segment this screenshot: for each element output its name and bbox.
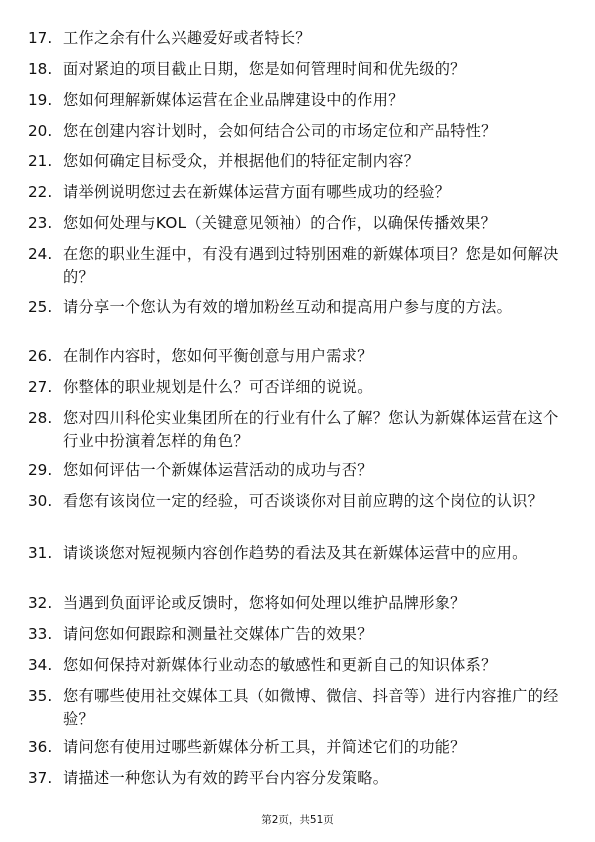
question-number: 18. <box>28 60 53 78</box>
question-number: 17. <box>28 29 53 47</box>
page-number-label: 第2页，共51页 <box>261 814 334 826</box>
question-text: 请描述一种您认为有效的跨平台内容分发策略。 <box>63 769 389 787</box>
question-text: 您如何评估一个新媒体运营活动的成功与否？ <box>63 461 373 479</box>
question-text: 您如何保持对新媒体行业动态的敏感性和更新自己的知识体系？ <box>63 656 497 674</box>
question-text: 您如何确定目标受众，并根据他们的特征定制内容？ <box>63 152 420 170</box>
question-text: 您如何理解新媒体运营在企业品牌建设中的作用？ <box>63 91 404 109</box>
question-number: 23. <box>28 214 53 232</box>
question-number: 30. <box>28 492 53 510</box>
question-number: 32. <box>28 594 53 612</box>
question-number: 35. <box>28 687 53 705</box>
question-number: 25. <box>28 298 53 316</box>
question-number: 36. <box>28 738 53 756</box>
question-text: 工作之余有什么兴趣爱好或者特长？ <box>63 29 311 47</box>
question-text: 请谈谈您对短视频内容创作趋势的看法及其在新媒体运营中的应用。 <box>63 544 528 562</box>
question-number: 19. <box>28 91 53 109</box>
question-text: 当遇到负面评论或反馈时，您将如何处理以维护品牌形象？ <box>63 594 466 612</box>
question-number: 31. <box>28 544 53 562</box>
question-text: 在制作内容时，您如何平衡创意与用户需求？ <box>63 347 373 365</box>
question-text: 您对四川科伦实业集团所在的行业有什么了解？您认为新媒体运营在这个行业中扮演着怎样的角色？ <box>63 409 559 450</box>
question-text: 请问您有使用过哪些新媒体分析工具，并简述它们的功能？ <box>63 738 466 756</box>
question-number: 20. <box>28 122 53 140</box>
question-number: 34. <box>28 656 53 674</box>
page-footer <box>0 812 595 827</box>
question-text: 请举例说明您过去在新媒体运营方面有哪些成功的经验？ <box>63 183 451 201</box>
question-number: 26. <box>28 347 53 365</box>
question-number: 27. <box>28 378 53 396</box>
question-text: 在您的职业生涯中，有没有遇到过特别困难的新媒体项目？您是如何解决的？ <box>63 245 559 286</box>
question-text: 你整体的职业规划是什么？可否详细的说说。 <box>63 378 373 396</box>
question-number: 22. <box>28 183 53 201</box>
question-text: 请问您如何跟踪和测量社交媒体广告的效果？ <box>63 625 373 643</box>
question-number: 37. <box>28 769 53 787</box>
question-number: 21. <box>28 152 53 170</box>
question-text: 您有哪些使用社交媒体工具（如微博、微信、抖音等）进行内容推广的经验？ <box>63 687 559 728</box>
question-text: 您如何处理与KOL（关键意见领袖）的合作，以确保传播效果？ <box>63 214 497 232</box>
question-text: 您在创建内容计划时，会如何结合公司的市场定位和产品特性？ <box>63 122 497 140</box>
question-number: 28. <box>28 409 53 427</box>
question-text: 看您有该岗位一定的经验，可否谈谈你对目前应聘的这个岗位的认识？ <box>63 492 544 510</box>
question-number: 29. <box>28 461 53 479</box>
question-text: 请分享一个您认为有效的增加粉丝互动和提高用户参与度的方法。 <box>63 298 513 316</box>
question-number: 33. <box>28 625 53 643</box>
question-text: 面对紧迫的项目截止日期，您是如何管理时间和优先级的？ <box>63 60 466 78</box>
question-number: 24. <box>28 245 53 263</box>
